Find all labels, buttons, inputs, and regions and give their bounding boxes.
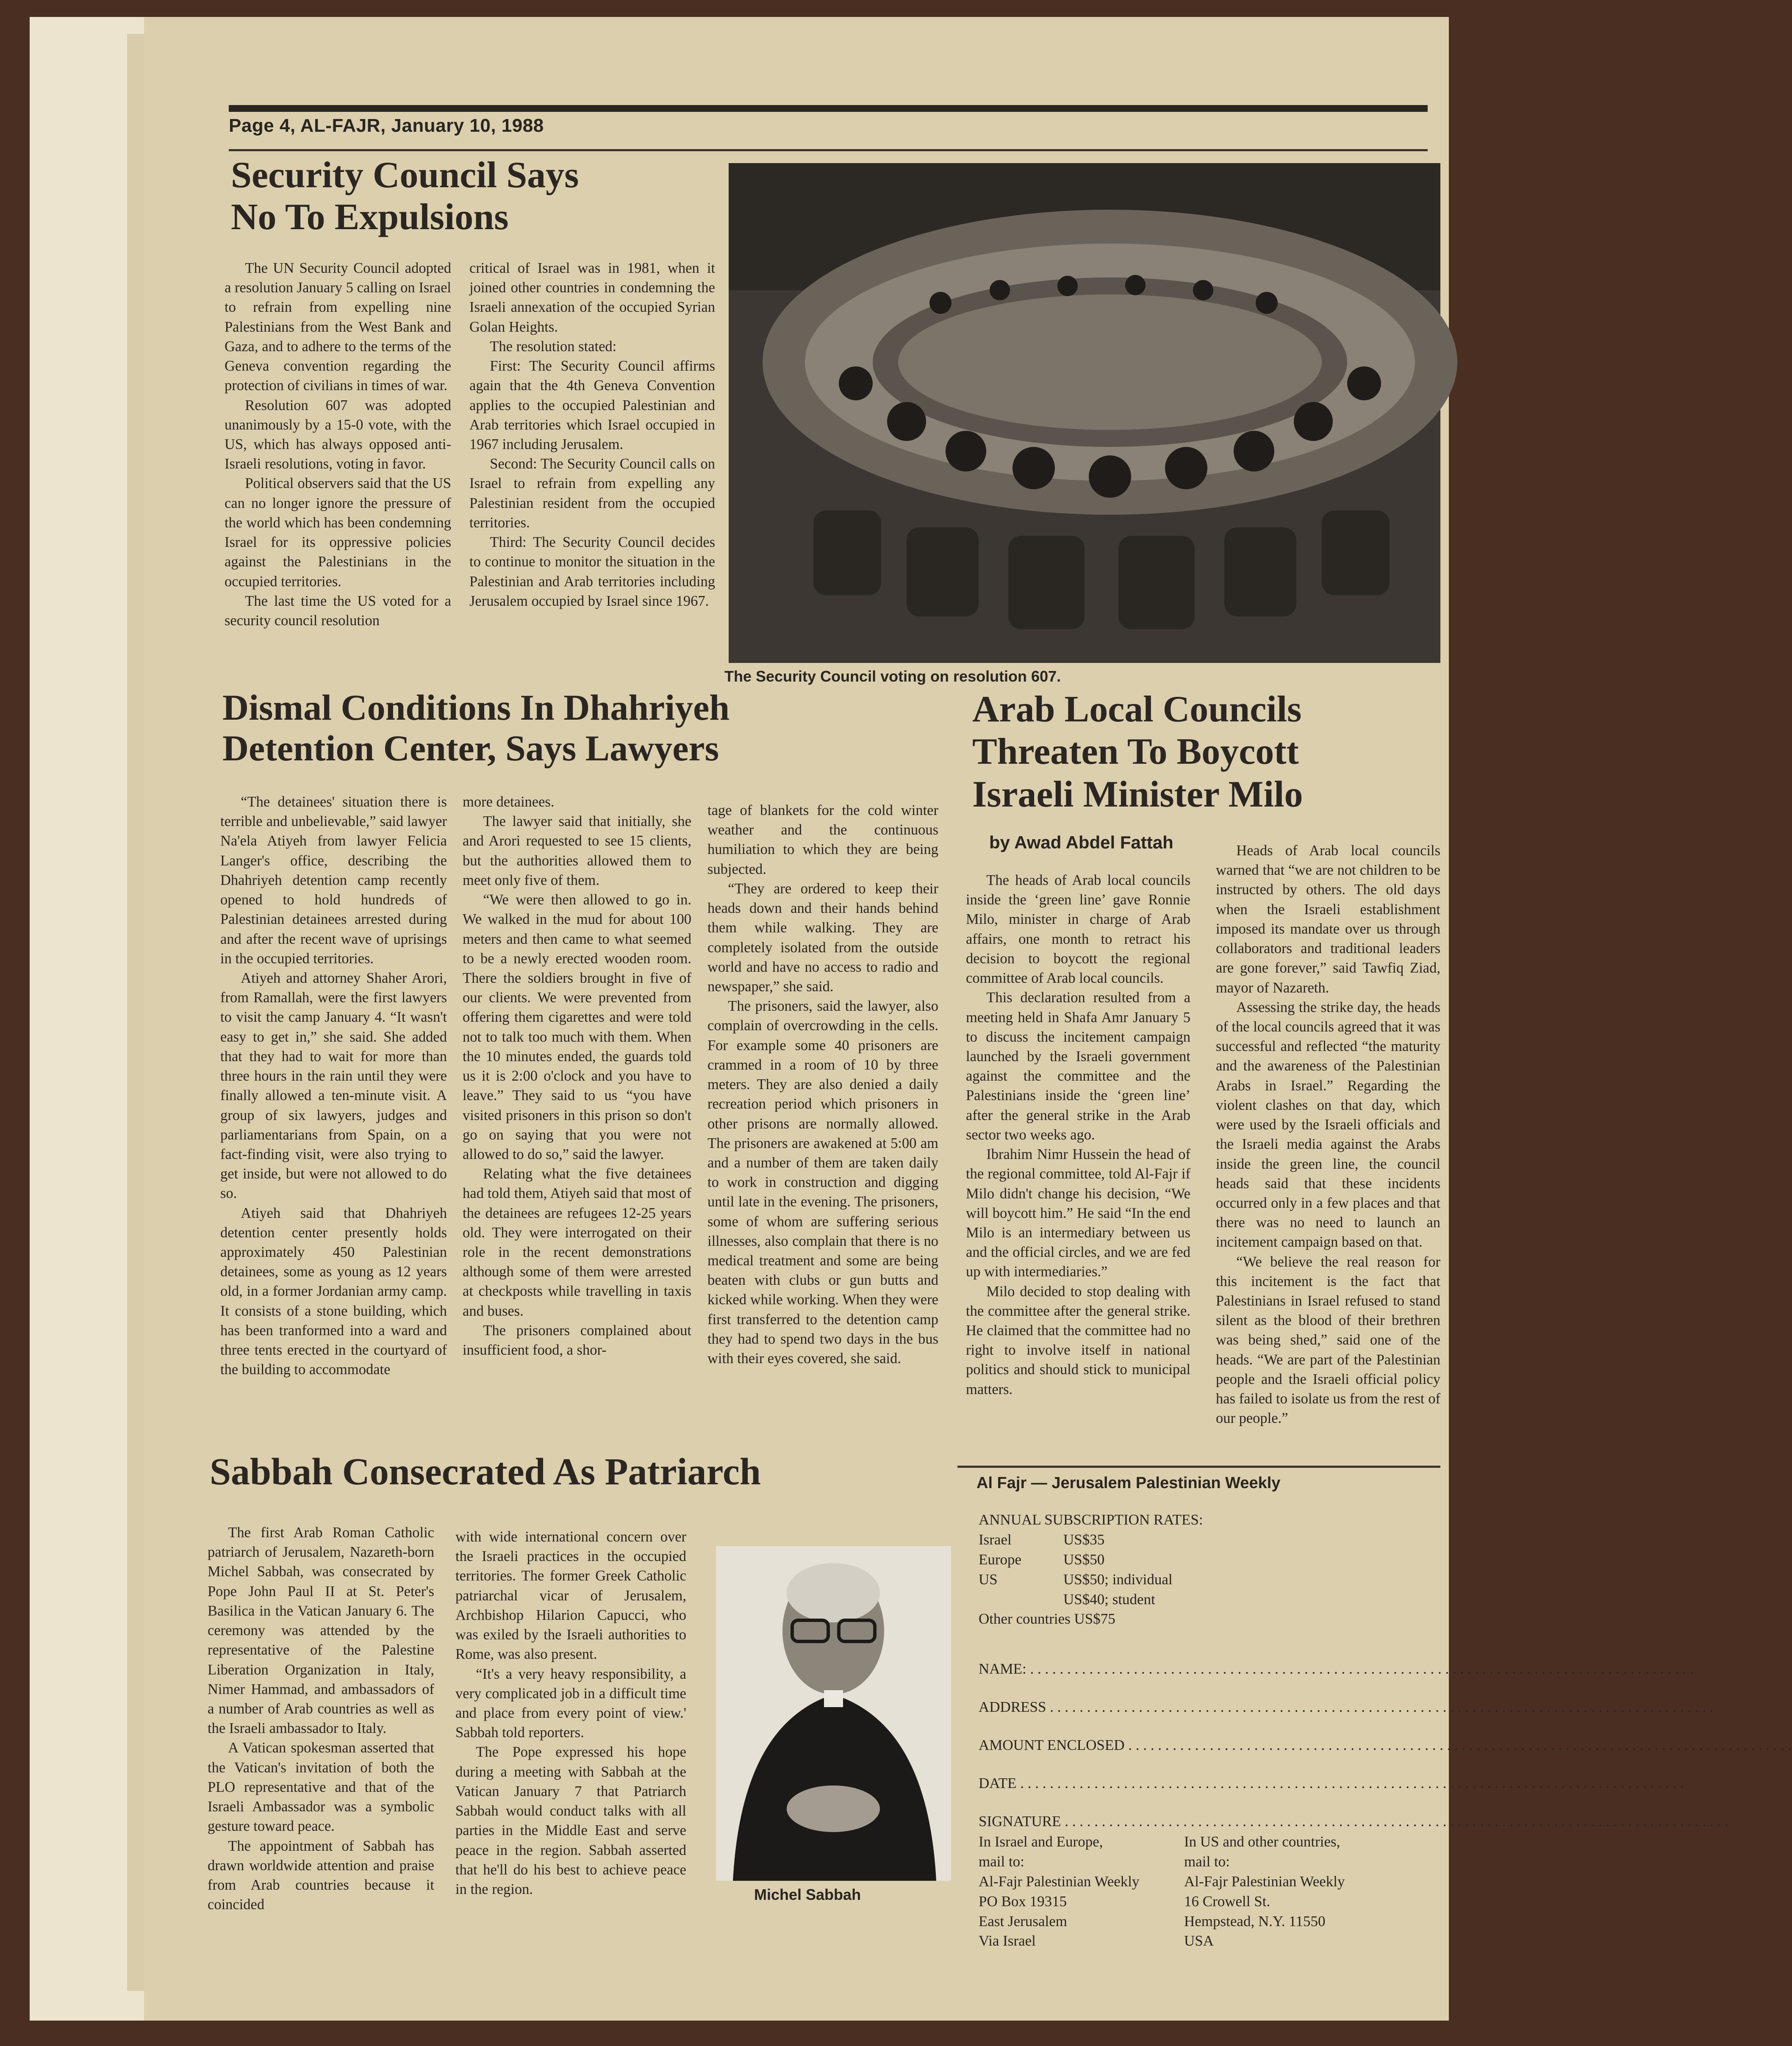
councils-column-1 xyxy=(966,871,1190,1399)
headline-dhahriyeh: Dismal Conditions In Dhahriyeh Detention Center, Says Lawyers xyxy=(222,687,730,769)
dhahriyeh-column-3 xyxy=(707,801,938,1368)
address-line: In US and other countries, xyxy=(1184,1833,1340,1850)
sabbah-portrait-image xyxy=(716,1546,951,1881)
address-line: East Jerusalem xyxy=(979,1913,1067,1930)
field-label: SIGNATURE xyxy=(979,1813,1061,1830)
article-paragraph: First: The Security Council affirms again that the 4th Geneva Convention applies to the occupied Palestinian and Arab territories which Israel occupied in 1967 including Jerusalem. xyxy=(469,358,715,452)
article-paragraph: The lawyer said that initially, she and Arori requested to see 15 clients, but the authorities allowed them to meet only five of them. xyxy=(463,813,691,888)
rates-heading: ANNUAL SUBSCRIPTION RATES: xyxy=(979,1511,1203,1528)
subscription-field[interactable] xyxy=(979,1661,1694,1677)
security-council-photo xyxy=(729,163,1440,663)
field-label: AMOUNT ENCLOSED xyxy=(979,1737,1125,1753)
article-paragraph: A Vatican spokesman asserted that the Vatican's invitation of both the PLO representative and that of the Israeli Ambassador was a symbolic gesture toward peace. xyxy=(208,1740,434,1835)
rate-price: US$40; student xyxy=(1063,1591,1155,1608)
address-line: PO Box 19315 xyxy=(979,1893,1067,1910)
article-paragraph: tage of blankets for the cold winter weather and the continuous humiliation to which they are being subjected. xyxy=(707,802,938,877)
address-line: Via Israel xyxy=(979,1932,1036,1949)
newspaper-page xyxy=(144,17,1792,2021)
article-paragraph: The prisoners complained about insufficient food, a shor- xyxy=(463,1322,691,1358)
sabbah-column-2 xyxy=(455,1527,686,1899)
article-paragraph: Assessing the strike day, the heads of the local councils agreed that it was successful and reflected “the maturity and the awareness of the Palestinian Arabs in Israel.” Regarding the violent clashes on that day, which were used by the Israeli officials and the Israeli media against the Arabs inside the green line, the council heads said that these incidents occurred only in a few places and that there was no need to launch an incitement campaign based on that. xyxy=(1216,999,1440,1250)
article-paragraph: Relating what the five detainees had told them, Atiyeh said that most of the detainees are refugees 12-25 years old. They were interrogated on their role in the recent demonstrations although some of them were arrested at checkposts while travelling in taxis and buses. xyxy=(463,1166,691,1319)
rate-row xyxy=(979,1530,1428,1550)
article-paragraph: The Pope expressed his hope during a meeting with Sabbah at the Vatican January 7 that Patriarch Sabbah would conduct talks with all parties in the Middle East and serve peace in the region. Sabbah asserted that he'll do his best to achieve peace in the region. xyxy=(455,1744,686,1897)
rate-region: Israel xyxy=(979,1531,1012,1548)
article-paragraph: Resolution 607 was adopted unanimously by a 15-0 vote, with the US, which has always opposed anti-Israeli resolutions, voting in favor. xyxy=(225,397,451,472)
field-label: NAME: xyxy=(979,1661,1026,1677)
article-paragraph: The appointment of Sabbah has drawn worldwide attention and praise from Arab countries because it coincided xyxy=(208,1838,434,1913)
folio-rule xyxy=(229,149,1428,151)
sabbah-photo-caption: Michel Sabbah xyxy=(754,1886,861,1903)
article-paragraph: “It's a very heavy responsibility, a very complicated job in a difficult time and place from every point of view.' Sabbah told reporters. xyxy=(455,1666,686,1741)
rates-other: Other countries US$75 xyxy=(979,1611,1115,1627)
rate-row xyxy=(979,1550,1428,1570)
article-paragraph: The UN Security Council adopted a resolution January 5 calling on Israel to refrain from expelling nine Palestinians from the West Bank and Gaza, and to adhere to the terms of the Geneva convention regarding the protection of civilians in times of war. xyxy=(225,260,451,394)
rate-region: Europe xyxy=(979,1551,1022,1568)
field-dotted-line[interactable]: . . . . . . . . . . . . . . . . . . . . . . . . . . . . . . . . . . . . . . . . . . . . . . . . . . . . . . . . . . . . . . . . . . . . . . . . . . . . . . . . . . . . . . . . . . xyxy=(1026,1661,1694,1677)
field-dotted-line[interactable]: . . . . . . . . . . . . . . . . . . . . . . . . . . . . . . . . . . . . . . . . . . . . . . . . . . . . . . . . . . . . . . . . . . . . . . . . . . . . . . . . . . . . . . . . . . xyxy=(1016,1775,1684,1791)
article-paragraph: The heads of Arab local councils inside the ‘green line’ gave Ronnie Milo, minister in charge of Arab affairs, one month to retract his decision to boycott the regional committee of Arab local councils. xyxy=(966,872,1190,987)
rate-region: US xyxy=(979,1571,998,1588)
article-paragraph: Atiyeh said that Dhahriyeh detention center presently holds approximately 450 Palestinian detainees, some as young as 12 years old, in a former Jordanian army camp. It consists of a stone building, which has been tranformed into a ward and three tents erected in the courtyard of the building to accommodate xyxy=(220,1205,447,1378)
article-paragraph: “We believe the real reason for this incitement is the fact that Palestinians in Israel refused to stand silent as the blood of their brethren was being shed,” said one of the heads. “We are part of the Palestinian people and the Israeli official policy has failed to isolate us from the rest of our people.” xyxy=(1216,1253,1440,1427)
article-paragraph: “We were then allowed to go in. We walked in the mud for about 100 meters and then came to what seemed to be a newly erected wooden room. There the soldiers brought in five of our clients. We were prevented from offering them cigarettes and were told not to talk too much with them. When the 10 minutes ended, the guards told us it is 2:00 o'clock and you have to leave.” They said to us “you have visited prisoners in this prison so don't go on saying that you were not allowed to do so,” said the lawyer. xyxy=(463,892,691,1162)
article-paragraph: Second: The Security Council calls on Israel to refrain from expelling any Palestinian resident from the occupied territories. xyxy=(469,456,715,531)
dhahriyeh-column-2 xyxy=(463,792,691,1360)
subscription-field[interactable] xyxy=(979,1813,1728,1830)
security-column-1 xyxy=(225,258,451,630)
address-line: Hempstead, N.Y. 11550 xyxy=(1184,1913,1326,1930)
rates-table xyxy=(979,1530,1428,1610)
field-label: DATE xyxy=(979,1775,1017,1791)
councils-column-2 xyxy=(1216,841,1440,1428)
headline-arab-councils: Arab Local Councils Threaten To Boycott Israeli Minister Milo xyxy=(972,689,1303,815)
article-paragraph: Political observers said that the US can no longer ignore the pressure of the world which has been condemning Israel for its oppressive policies against the Palestinians in the occupied territories. xyxy=(225,475,451,590)
rate-row xyxy=(979,1570,1428,1590)
sabbah-column-1 xyxy=(208,1523,434,1914)
address-line: mail to: xyxy=(979,1853,1024,1870)
mail-address-israel xyxy=(979,1832,1173,1951)
article-paragraph: more detainees. xyxy=(463,794,555,810)
article-paragraph: Milo decided to stop dealing with the committee after the general strike. He claimed that the committee had no right to involve itself in national politics and should stick to municipal matters. xyxy=(966,1283,1190,1397)
address-line: In Israel and Europe, xyxy=(979,1833,1103,1850)
security-photo-caption: The Security Council voting on resolution 607. xyxy=(724,668,1061,685)
subscription-title: Al Fajr — Jerusalem Palestinian Weekly xyxy=(976,1474,1281,1492)
headline-security-council: Security Council Says No To Expulsions xyxy=(231,155,579,238)
rate-price: US$50; individual xyxy=(1063,1571,1173,1588)
address-line: USA xyxy=(1184,1932,1214,1949)
address-line: 16 Crowell St. xyxy=(1184,1893,1270,1910)
subscription-field[interactable] xyxy=(979,1699,1714,1716)
subscription-field[interactable] xyxy=(979,1775,1684,1792)
mail-address-us xyxy=(1184,1832,1396,1951)
security-column-2 xyxy=(469,258,715,611)
article-paragraph: Ibrahim Nimr Hussein the head of the regional committee, told Al-Fajr if Milo didn't change his decision, “We will boycott him.” He said “In the end Milo is an intermediary between us and the official circles, and we are fed up with intermediaries.” xyxy=(966,1146,1190,1280)
dhahriyeh-column-1 xyxy=(220,792,447,1380)
rate-row xyxy=(979,1590,1428,1610)
headline-sabbah: Sabbah Consecrated As Patriarch xyxy=(210,1451,761,1493)
article-paragraph: This declaration resulted from a meeting held in Shafa Amr January 5 to discuss the incitement campaign launched by the Israeli government against the committee and the Palestinians inside the ‘green line’ after the general strike in the Arab sector two weeks ago. xyxy=(966,990,1190,1143)
address-line: Al-Fajr Palestinian Weekly xyxy=(1184,1873,1345,1890)
subscription-rates xyxy=(979,1510,1428,1629)
article-paragraph: Atiyeh and attorney Shaher Arori, from Ramallah, were the first lawyers to visit the camp January 4. “It wasn't easy to get in,” she said. She added that they had to wait for more than three hours in the rain until they were finally allowed a ten-minute visit. A group of six lawyers, judges and parliamentarians from Spain, on a fact-finding visit, were also trying to get inside, but were not allowed to do so. xyxy=(220,970,447,1202)
field-dotted-line[interactable]: . . . . . . . . . . . . . . . . . . . . . . . . . . . . . . . . . . . . . . . . . . . . . . . . . . . . . . . . . . . . . . . . . . . . . . . . . . . . . . . . . . . . . . . . . . xyxy=(1046,1699,1714,1715)
field-label: ADDRESS xyxy=(979,1699,1046,1715)
article-paragraph: The prisoners, said the lawyer, also complain of overcrowding in the cells. For example some 40 prisoners are crammed in a room of 10 by three meters. They are also denied a daily recreation period which prisoners in other prisons are normally allowed. The prisoners are awakened at 5:00 am and a number of them are taken daily to work in construction and digging until late in the evening. The prisoners, some of whom are suffering serious illnesses, also complain that there is no medical treatment and some are being beaten with clubs or gun butts and kicked while working. When they were first transferred to the detention camp they had to spend two days in the bus with their eyes covered, she said. xyxy=(707,998,938,1367)
article-paragraph: The first Arab Roman Catholic patriarch of Jerusalem, Nazareth-born Michel Sabbah, was consecrated by Pope John Paul II at St. Peter's Basilica in the Vatican January 6. The ceremony was attended by the representative of the Palestine Liberation Organization in Italy, Nimer Hammad, and ambassadors of a number of Arab countries as well as the Israeli ambassador to Italy. xyxy=(208,1525,434,1737)
subscription-field[interactable] xyxy=(979,1737,1792,1754)
article-paragraph: “The detainees' situation there is terrible and unbelievable,” said lawyer Na'ela Atiyeh from lawyer Felicia Langer's office, describing the Dhahriyeh detention camp recently opened to hold hundreds of Palestinian detainees arrested during and after the recent wave of uprisings in the occupied territories. xyxy=(220,794,447,967)
rate-price: US$50 xyxy=(1063,1551,1105,1568)
field-dotted-line[interactable]: . . . . . . . . . . . . . . . . . . . . . . . . . . . . . . . . . . . . . . . . . . . . . . . . . . . . . . . . . . . . . . . . . . . . . . . . . . . . . . . . . . . . . . . . . . xyxy=(1124,1737,1792,1753)
article-paragraph: with wide international concern over the Israeli practices in the occupied territories. The former Greek Catholic patriarchal vicar of Jerusalem, Archbishop Hilarion Capucci, who was exiled by the Israeli authorities to Rome, was also present. xyxy=(455,1529,686,1663)
security-council-image xyxy=(729,163,1440,663)
address-line: mail to: xyxy=(1184,1853,1230,1870)
article-paragraph: critical of Israel was in 1981, when it joined other countries in condemning the Israeli annexation of the occupied Syrian Golan Heights. xyxy=(469,260,715,335)
field-dotted-line[interactable]: . . . . . . . . . . . . . . . . . . . . . . . . . . . . . . . . . . . . . . . . . . . . . . . . . . . . . . . . . . . . . . . . . . . . . . . . . . . . . . . . . . . . . . . . . . xyxy=(1061,1813,1728,1830)
article-paragraph: “They are ordered to keep their heads down and their hands behind them while walking. They are completely isolated from the outside world and have no access to radio and newspaper,” she said. xyxy=(707,880,938,995)
binding-shadow xyxy=(127,34,144,1991)
article-paragraph: The resolution stated: xyxy=(490,338,617,355)
sabbah-portrait-photo xyxy=(716,1546,951,1881)
article-paragraph: Third: The Security Council decides to continue to monitor the situation in the Palestinian and Arab territories including Jerusalem occupied by Israel since 1967. xyxy=(469,534,715,609)
address-line: Al-Fajr Palestinian Weekly xyxy=(979,1873,1140,1890)
article-paragraph: The last time the US voted for a security council resolution xyxy=(225,593,451,629)
top-rule xyxy=(229,105,1428,112)
councils-byline: by Awad Abdel Fattah xyxy=(989,832,1173,852)
page-folio: Page 4, AL-FAJR, January 10, 1988 xyxy=(229,115,544,136)
article-paragraph: Heads of Arab local councils warned that “we are not children to be instructed by others. The old days when the Israeli establishment imposed its mandate over us through collaborators and traditional leaders are gone forever,” said Tawfiq Ziad, mayor of Nazareth. xyxy=(1216,843,1440,996)
subscription-rule xyxy=(957,1466,1440,1468)
rate-price: US$35 xyxy=(1063,1531,1105,1548)
